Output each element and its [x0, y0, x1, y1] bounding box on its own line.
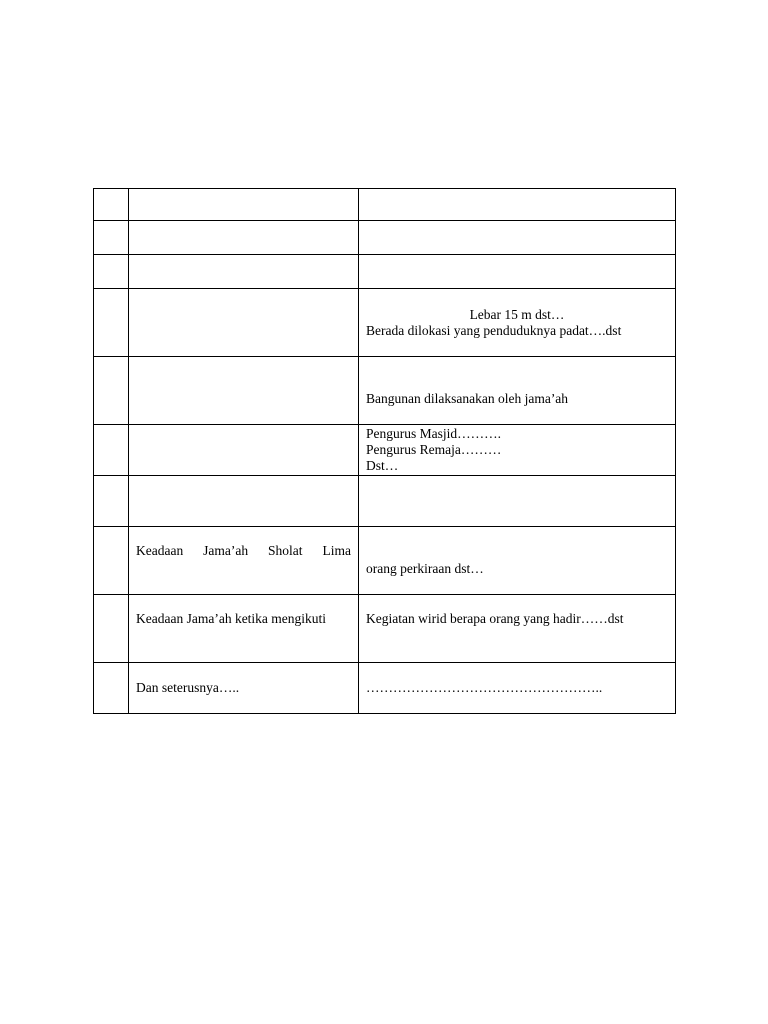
table-row: [94, 255, 676, 289]
table-row: [94, 595, 676, 663]
value-line: Berada dilokasi yang penduduknya padat….dst: [366, 322, 622, 338]
number-cell: [94, 289, 129, 357]
number-cell: [94, 425, 129, 476]
table-row: [94, 476, 676, 527]
value-line: orang perkiraan dst…: [366, 560, 484, 576]
value-line: Bangunan dilaksanakan oleh jama’ah: [366, 390, 569, 406]
label-line: [136, 543, 351, 559]
label-cell: [129, 357, 359, 425]
value-cell: [359, 425, 676, 476]
value-line: Dst…: [366, 458, 399, 473]
table-row: [94, 289, 676, 357]
value-cell: [359, 189, 676, 221]
number-cell: [94, 221, 129, 255]
label-cell: [129, 595, 359, 663]
table-row: [94, 527, 676, 595]
table-row: [94, 189, 676, 221]
label-cell: [129, 425, 359, 476]
value-cell: [359, 527, 676, 595]
label-cell: [129, 189, 359, 221]
number-cell: [94, 255, 129, 289]
label-word: Sholat: [268, 543, 303, 558]
value-cell: [359, 357, 676, 425]
number-cell: [94, 476, 129, 527]
label-text: Keadaan Jama’ah ketika mengikuti: [136, 611, 327, 626]
number-cell: [94, 595, 129, 663]
label-word: Keadaan: [136, 543, 184, 558]
value-cell: [359, 663, 676, 714]
table-row: [94, 425, 676, 476]
value-cell: [359, 595, 676, 663]
label-cell: [129, 289, 359, 357]
value-line: Lebar 15 m dst…: [469, 306, 565, 322]
table-row: [94, 221, 676, 255]
label-text: Dan seterusnya…..: [136, 680, 240, 695]
label-cell: [129, 527, 359, 595]
number-cell: [94, 527, 129, 595]
value-line: ……………………………………………..: [366, 680, 603, 695]
number-cell: [94, 189, 129, 221]
value-line: Kegiatan wirid berapa orang yang hadir……dst: [366, 611, 624, 626]
label-word: Jama’ah: [203, 543, 249, 558]
table-row: [94, 663, 676, 714]
label-cell: [129, 221, 359, 255]
number-cell: [94, 357, 129, 425]
value-cell: [359, 476, 676, 527]
label-cell: [129, 255, 359, 289]
value-cell: [359, 255, 676, 289]
label-cell: [129, 663, 359, 714]
value-cell: [359, 221, 676, 255]
value-line: Pengurus Masjid……….: [366, 426, 501, 441]
value-cell: [359, 289, 676, 357]
label-cell: [129, 476, 359, 527]
value-line: Pengurus Remaja………: [366, 442, 502, 457]
data-table: [93, 188, 676, 714]
label-word: Lima: [322, 543, 351, 558]
number-cell: [94, 663, 129, 714]
table-row: [94, 357, 676, 425]
